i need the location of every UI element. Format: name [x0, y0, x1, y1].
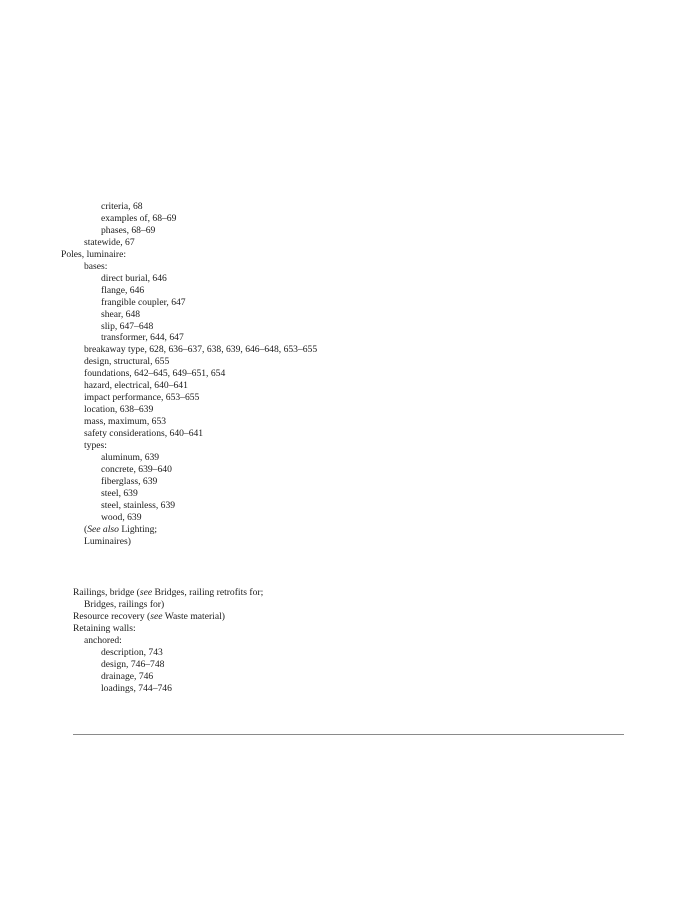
index-entry-text: loadings, 744–746 [101, 683, 172, 694]
index-entry-level-2 [101, 476, 157, 487]
index-entry-level-2 [101, 452, 159, 463]
index-entry-text: aluminum, 639 [101, 452, 160, 463]
index-entry-text: safety considerations, 640–641 [84, 428, 204, 439]
index-entry-level-2 [101, 647, 163, 658]
index-entry-text: phases, 68–69 [101, 225, 156, 236]
index-entry-text: design, structural, 655 [84, 356, 170, 367]
index-entry-text: frangible coupler, 647 [101, 297, 186, 308]
index-entry-text: bases: [84, 261, 108, 272]
index-entry-level-2 [101, 273, 167, 284]
index-entry-text: Resource recovery ( [73, 611, 151, 622]
index-entry-text: breakaway type, 628, 636–637, 638, 639, 646–648, 653–655 [84, 344, 318, 355]
index-entry-text: wood, 639 [101, 512, 142, 523]
index-cross-reference-term: see [150, 611, 163, 622]
index-entry-text: flange, 646 [101, 285, 145, 296]
index-entry-level-1 [84, 440, 107, 451]
index-entry-text: shear, 648 [101, 309, 141, 320]
index-entry-text: examples of, 68–69 [101, 213, 177, 224]
footer-divider [73, 734, 624, 735]
index-entry-level-2 [101, 297, 186, 308]
index-entry-level-2 [101, 309, 140, 320]
index-entry-level-0 [73, 623, 136, 634]
index-entry-level-2 [101, 683, 172, 694]
index-entry-text: concrete, 639–640 [101, 464, 172, 475]
index-entry-level-2 [101, 500, 175, 511]
index-cross-reference-term: See also [87, 524, 119, 535]
index-entry-level-0 [73, 587, 263, 598]
index-entry-level-0 [61, 249, 126, 260]
index-entry-text: ( [84, 524, 88, 535]
index-entry-level-1 [84, 237, 135, 248]
index-entry-level-1 [84, 635, 122, 646]
index-entry-level-2 [101, 512, 142, 523]
index-entry-text: drainage, 746 [101, 671, 154, 682]
index-entry-level-2 [101, 201, 143, 212]
index-entry-level-1 [84, 392, 199, 403]
index-entry-text: location, 638–639 [84, 404, 154, 415]
index-entry-text: Luminaires) [84, 536, 131, 547]
index-entry-text: Retaining walls: [73, 623, 136, 634]
index-entry-text: transformer, 644, 647 [101, 332, 184, 343]
index-entry-text: steel, stainless, 639 [101, 500, 176, 511]
index-entry-level-1 [84, 416, 166, 427]
index-entry-level-0 [73, 611, 225, 622]
index-entry-text: fiberglass, 639 [101, 476, 158, 487]
index-entry-level-2 [101, 213, 176, 224]
index-entry-level-2 [101, 671, 153, 682]
index-entry-level-2 [101, 488, 138, 499]
index-entry-text: description, 743 [101, 647, 163, 658]
index-entry-text: mass, maximum, 653 [84, 416, 167, 427]
index-entry-text: steel, 639 [101, 488, 138, 499]
index-entry-level-1 [84, 428, 203, 439]
index-entry-level-1 [84, 404, 153, 415]
index-entry-text: anchored: [84, 635, 122, 646]
index-entry-text: types: [84, 440, 107, 451]
index-entry-level-1 [84, 524, 157, 535]
index-entry-text: hazard, electrical, 640–641 [84, 380, 188, 391]
index-cross-reference-term: see [139, 587, 153, 598]
index-entry-level-1 [84, 536, 131, 547]
index-entry-text: direct burial, 646 [101, 273, 167, 284]
index-entry-level-2 [101, 321, 153, 332]
index-entry-level-2 [101, 464, 172, 475]
index-entry-level-1 [84, 356, 169, 367]
index-entry-level-1 [84, 344, 317, 355]
index-entry-text: statewide, 67 [84, 237, 135, 248]
index-entry-level-1 [84, 599, 164, 610]
index-entry-text: foundations, 642–645, 649–651, 654 [84, 368, 226, 379]
index-entry-level-1 [84, 368, 225, 379]
index-entry-text: Waste material) [162, 611, 225, 622]
index-entry-text: Bridges, railing retrofits for; [152, 587, 264, 598]
index-entry-text: Bridges, railings for) [84, 599, 165, 610]
index-entry-text: Poles, luminaire: [61, 249, 127, 260]
index-entry-level-1 [84, 380, 188, 391]
index-entry-level-1 [84, 261, 107, 272]
index-entry-text: Lighting; [118, 524, 158, 535]
index-entry-level-2 [101, 659, 164, 670]
index-entry-level-2 [101, 225, 155, 236]
index-entry-level-2 [101, 285, 144, 296]
index-entry-text: design, 746–748 [101, 659, 165, 670]
index-entry-text: criteria, 68 [101, 201, 143, 212]
index-entry-text: impact performance, 653–655 [84, 392, 200, 403]
index-entry-text: slip, 647–648 [101, 321, 154, 332]
index-entry-text: Railings, bridge ( [73, 587, 140, 598]
index-entry-level-2 [101, 332, 184, 343]
